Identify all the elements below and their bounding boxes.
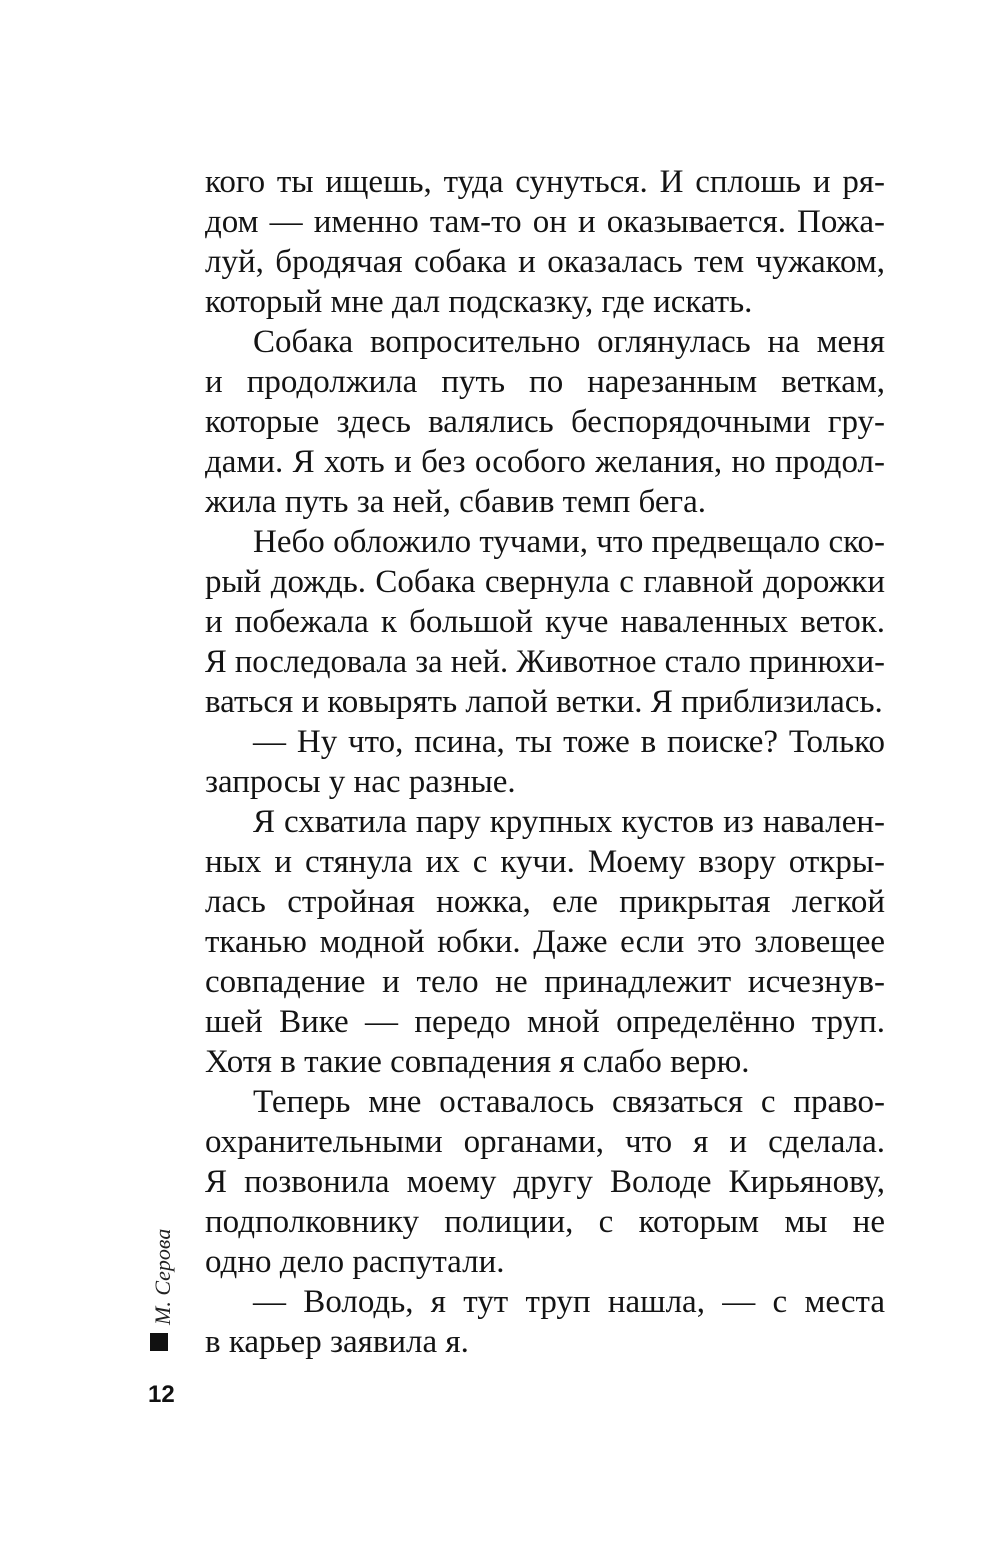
- text-line: рый дождь. Собака свернула с главной дорожки: [205, 564, 885, 600]
- black-square-ornament: [150, 1333, 168, 1351]
- text-line: дом — именно там-то он и оказывается. Пожа-: [205, 204, 885, 240]
- text-line: кого ты ищешь, туда сунуться. И сплошь и ря-: [205, 164, 885, 200]
- author-running-head: М. Серова: [150, 1228, 175, 1325]
- text-line: и побежала к большой куче наваленных веток.: [205, 604, 885, 640]
- text-line: которые здесь валялись беспорядочными гру-: [205, 404, 885, 440]
- body-text: [205, 162, 885, 1362]
- text-line: одно дело распутали.: [205, 1244, 505, 1280]
- text-line: охранительными органами, что я и сделала.: [205, 1124, 885, 1160]
- page-number: 12: [148, 1381, 175, 1408]
- text-line: ваться и ковырять лапой ветки. Я приблизилась.: [205, 684, 883, 720]
- text-line: луй, бродячая собака и оказалась тем чужаком,: [205, 244, 885, 280]
- text-line: дами. Я хоть и без особого желания, но продол-: [205, 444, 885, 480]
- text-line: — Ну что, псина, ты тоже в поиске? Только: [253, 724, 885, 760]
- text-line: шей Вике — передо мной определённо труп.: [205, 1004, 885, 1040]
- text-line: в карьер заявила я.: [205, 1324, 469, 1360]
- text-line: Небо обложило тучами, что предвещало ско-: [253, 524, 885, 560]
- text-line: и продолжила путь по нарезанным веткам,: [205, 364, 885, 400]
- text-line: ных и стянула их с кучи. Моему взору откры-: [205, 844, 885, 880]
- text-line: запросы у нас разные.: [205, 764, 516, 800]
- text-line: Собака вопросительно оглянулась на меня: [253, 324, 885, 360]
- text-line: — Володь, я тут труп нашла, — с места: [253, 1284, 885, 1320]
- text-line: совпадение и тело не принадлежит исчезнув-: [205, 964, 885, 1000]
- text-line: тканью модной юбки. Даже если это зловещее: [205, 924, 885, 960]
- text-line: Я схватила пару крупных кустов из навален-: [253, 804, 885, 840]
- text-line: лась стройная ножка, еле прикрытая легкой: [205, 884, 885, 920]
- text-line: Теперь мне оставалось связаться с право-: [253, 1084, 885, 1120]
- text-line: подполковнику полиции, с которым мы не: [205, 1204, 885, 1240]
- text-line: Хотя в такие совпадения я слабо верю.: [205, 1044, 750, 1080]
- text-line: Я последовала за ней. Животное стало принюхи-: [205, 644, 885, 680]
- text-line: Я позвонила моему другу Володе Кирьянову,: [205, 1164, 885, 1200]
- text-line: жила путь за ней, сбавив темп бега.: [205, 484, 706, 520]
- text-line: который мне дал подсказку, где искать.: [205, 284, 753, 320]
- running-head: [148, 1205, 178, 1355]
